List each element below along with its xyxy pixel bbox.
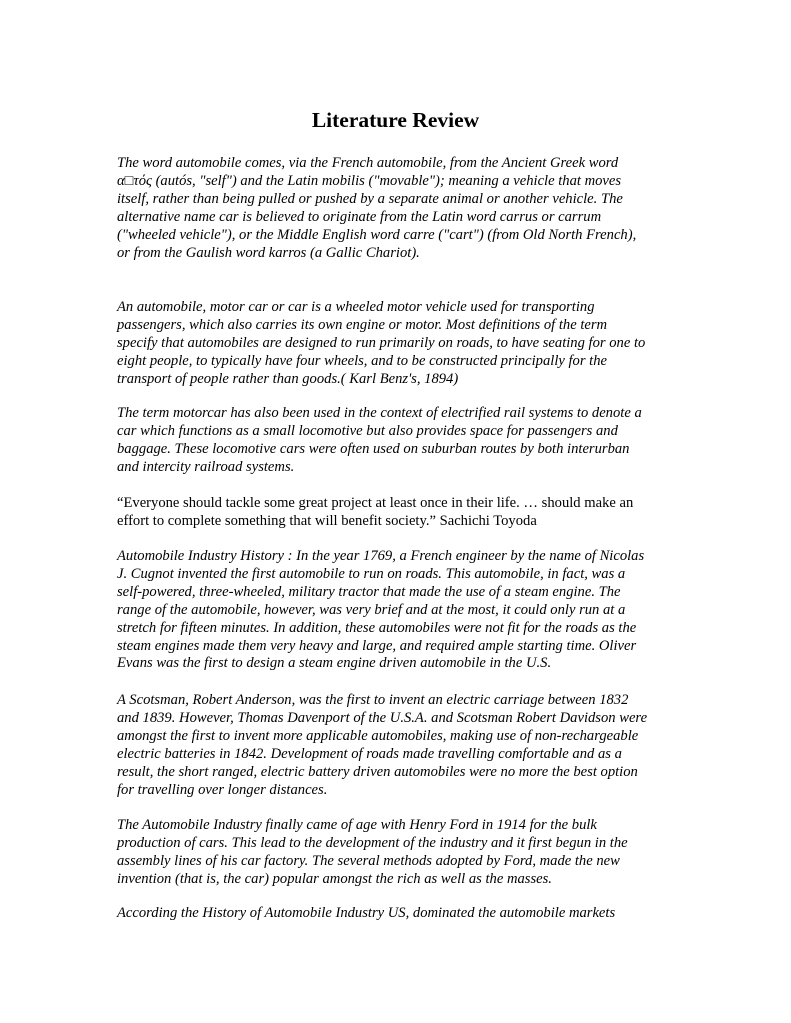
text-line: specify that automobiles are designed to run primarily on roads, to have seating for one to <box>117 334 646 351</box>
text-line: production of cars. This lead to the development of the industry and it first begun in the <box>117 834 628 851</box>
text-line: assembly lines of his car factory. The several methods adopted by Ford, made the new <box>117 852 620 869</box>
text-line: According the History of Automobile Industry US, dominated the automobile markets <box>117 905 616 921</box>
text-line: α□τός (autós, "self") and the Latin mobilis ("movable"); meaning a vehicle that moves <box>117 172 622 189</box>
text-line: A Scotsman, Robert Anderson, was the first to invent an electric carriage between 1832 <box>117 692 629 708</box>
paragraph-us-industry <box>117 905 679 923</box>
text-line: result, the short ranged, electric battery driven automobiles were no more the best option <box>117 763 638 780</box>
text-line: and intercity railroad systems. <box>117 458 295 475</box>
text-line: self-powered, three-wheeled, military tractor that made the use of a steam engine. The <box>117 583 621 600</box>
text-line: car which functions as a small locomotive but also provides space for passengers and <box>117 422 618 439</box>
page-title: Literature Review <box>311 108 480 133</box>
text-line: steam engines made them very heavy and large, and required ample starting time. Oliver <box>117 637 637 654</box>
paragraph-motorcar <box>117 405 679 477</box>
text-line: amongst the first to invent more applicable automobiles, making use of non-rechargeable <box>117 727 639 744</box>
paragraph-quote <box>117 495 679 531</box>
paragraph-henry-ford <box>117 817 679 889</box>
text-line: range of the automobile, however, was very brief and at the most, it could only run at a <box>117 601 626 618</box>
paragraph-electric <box>117 692 679 799</box>
text-line: The term motorcar has also been used in the context of electrified rail systems to denote a <box>117 405 642 421</box>
text-line: and 1839. However, Thomas Davenport of the U.S.A. and Scotsman Robert Davidson were <box>117 709 648 726</box>
text-line: passengers, which also carries its own engine or motor. Most definitions of the term <box>117 316 608 333</box>
text-line: “Everyone should tackle some great project at least once in their life. … should make an <box>117 495 634 511</box>
text-line: electric batteries in 1842. Development of roads made travelling comfortable and as a <box>117 745 622 762</box>
text-line: The word automobile comes, via the French automobile, from the Ancient Greek word <box>117 155 619 171</box>
text-line: The Automobile Industry finally came of age with Henry Ford in 1914 for the bulk <box>117 817 597 833</box>
paragraph-etymology <box>117 155 679 262</box>
text-line: itself, rather than being pulled or pushed by a separate animal or another vehicle. The <box>117 190 623 207</box>
text-line: effort to complete something that will benefit society.” Sachichi Toyoda <box>117 512 537 529</box>
text-line: transport of people rather than goods.( Karl Benz's, 1894) <box>117 370 459 387</box>
text-line: baggage. These locomotive cars were often used on suburban routes by both interurban <box>117 440 630 457</box>
text-line: or from the Gaulish word karros (a Gallic Chariot). <box>117 244 420 261</box>
text-line: Evans was the first to design a steam engine driven automobile in the U.S. <box>117 655 552 672</box>
text-line: alternative name car is believed to originate from the Latin word carrus or carrum <box>117 208 602 225</box>
text-line: for travelling over longer distances. <box>117 781 328 798</box>
paragraph-industry-history <box>117 548 679 673</box>
text-line: An automobile, motor car or car is a wheeled motor vehicle used for transporting <box>117 299 595 315</box>
paragraph-definition <box>117 299 679 389</box>
text-line: eight people, to typically have four wheels, and to be constructed principally for the <box>117 352 608 369</box>
text-line: ("wheeled vehicle"), or the Middle English word carre ("cart") (from Old North French), <box>117 226 637 243</box>
text-line: Automobile Industry History : In the year 1769, a French engineer by the name of Nicolas <box>117 548 645 564</box>
text-line: J. Cugnot invented the first automobile to run on roads. This automobile, in fact, was a <box>117 565 626 582</box>
text-line: invention (that is, the car) popular amongst the rich as well as the masses. <box>117 870 552 887</box>
text-line: stretch for fifteen minutes. In addition, these automobiles were not fit for the roads as the <box>117 619 637 636</box>
